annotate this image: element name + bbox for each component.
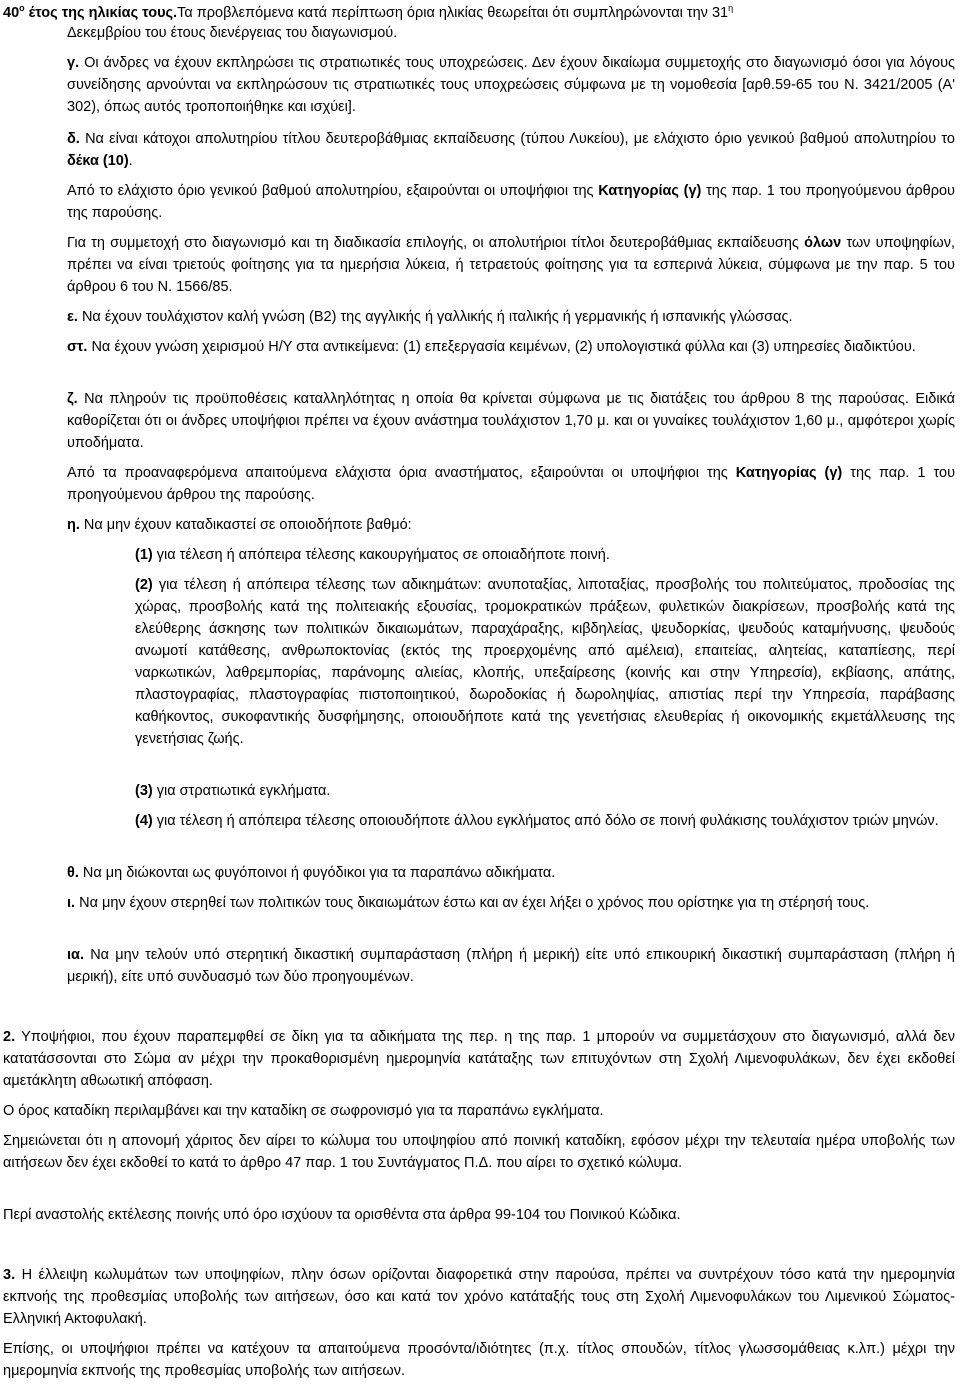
section-number-2: 2. (3, 1029, 16, 1045)
paragraph-zeta-exemption: Από τα προαναφερόμενα απαιτούμενα ελάχιστα όρια αναστήματος, εξαιρούνται οι υποψήφιοι της Κατηγορίας (γ) της παρ. 1 του προηγούμενου άρθρου της παρούσης. (67, 465, 955, 503)
item-label-theta: θ. (67, 865, 79, 881)
item-label-iota-alpha: ια. (67, 947, 84, 963)
paragraph-eta: η. Να μην έχουν καταδικαστεί σε οποιοδήποτε βαθμό: (67, 517, 412, 533)
paragraph-st: στ. Να έχουν γνώση χειρισμού Η/Υ στα αντικείμενα: (1) επεξεργασία κειμένων, (2) υπολογιστικά φύλλα και (3) υπηρεσίες διαδικτύου. (67, 339, 916, 355)
paragraph-iota: ι. Να μην έχουν στερηθεί των πολιτικών τους δικαιωμάτων έστω και αν έχει λήξει ο χρόνος που ορίστηκε για τη στέρησή τους. (67, 895, 870, 911)
paragraph-section-3: 3. Η έλλειψη κωλυμάτων των υποψηφίων, πλην όσων ορίζονται διαφορετικά στην παρούσα, πρέπει να συντρέχουν τόσο κατά την ημερομηνία εκπνοής της προθεσμίας υποβολής των αιτήσεων, όσο και κατά τον χρόνο κατάταξής τους στη Σχολή Λιμενοφυλάκων του Λιμενικού Σώματος-Ελληνική Ακτοφυλακή. (3, 1267, 955, 1327)
paragraph-delta: δ. Να είναι κάτοχοι απολυτηρίου τίτλου δευτεροβάθμιας εκπαίδευσης (τύπου Λυκείου), με ελάχιστο όριο γενικού βαθμού απολυτηρίου το δέκα (10). (67, 131, 955, 169)
item-label-st: στ. (67, 339, 88, 355)
section-number-3: 3. (3, 1267, 16, 1283)
paragraph-gamma: γ. Οι άνδρες να έχουν εκπληρώσει τις στρατιωτικές τους υποχρεώσεις. Δεν έχουν δικαίωμα συμμετοχής στο διαγωνισμό όσοι για λόγους συνείδησης αρνούνται να εκπληρώσουν τις στρατιωτικές τους υποχρεώσεις σύμφωνα με τη νομοθεσία [αρθ.59-65 του Ν. 3421/2005 (Α' 302), όπως αυτός τροποποιήθηκε και ισχύει]. (67, 55, 955, 115)
paragraph-age-limit-cont: Δεκεμβρίου του έτους διενέργειας του διαγωνισμού. (67, 25, 398, 41)
paragraph-section-2-pardon: Σημειώνεται ότι η απονομή χάριτος δεν αίρει το κώλυμα του υποψηφίου από ποινική καταδίκη, εφόσον μέχρι την τελευταία ημέρα υποβολής των αιτήσεων δεν έχει εκδοθεί το κατά το άρθρο 47 παρ. 1 του Συντάγματος Π.Δ. που αίρει το σχετικό κώλυμα. (3, 1133, 955, 1171)
paragraph-theta: θ. Να μη διώκονται ως φυγόποινοι ή φυγόδικοι για τα παραπάνω αδικήματα. (67, 865, 556, 881)
age-label: $40^o$ έτος της ηλικίας τους. (3, 3, 178, 21)
paragraph-age-limit: $40^o$ έτος της ηλικίας τους.Τα προβλεπόμενα κατά περίπτωση όρια ηλικίας θεωρείται ότι συμπληρώνονται την $31^\eta$ (3, 3, 734, 21)
item-label-delta: δ. (67, 131, 80, 147)
paragraph-epsilon: ε. Να έχουν τουλάχιστον καλή γνώση (Β2) της αγγλικής ή γαλλικής ή ιταλικής ή γερμανικής ή ισπανικής γλώσσας. (67, 309, 793, 325)
item-label-epsilon: ε. (67, 309, 78, 325)
item-label-iota: ι. (67, 895, 76, 911)
paragraph-section-3-qualifications: Επίσης, οι υποψήφιοι πρέπει να κατέχουν τα απαιτούμενα προσόντα/ιδιότητες (π.χ. τίτλος σπουδών, τίτλος γλωσσομάθειας κ.λπ.) μέχρι την ημερομηνία εκπνοής της προθεσμίας υποβολής των αιτήσεων. (3, 1341, 955, 1379)
paragraph-delta-exemption: Από το ελάχιστο όριο γενικού βαθμού απολυτηρίου, εξαιρούνται οι υποψήφιοι της Κατηγορίας (γ) της παρ. 1 του προηγούμενου άρθρου της παρούσης. (67, 183, 955, 221)
item-label-eta: η. (67, 517, 80, 533)
item-label-gamma: γ. (67, 55, 80, 71)
paragraph-section-2-conviction: Ο όρος καταδίκη περιλαμβάνει και την καταδίκη σε σωφρονισμό για τα παραπάνω εγκλήματα. (3, 1103, 604, 1119)
paragraph-iota-alpha: ια. Να μην τελούν υπό στερητική δικαστική συμπαράσταση (πλήρη ή μερική) είτε υπό επικουρική δικαστική συμπαράσταση (πλήρη ή μερική), είτε υπό συνδυασμό των δύο προηγουμένων. (67, 947, 955, 985)
paragraph-section-2: 2. Υποψήφιοι, που έχουν παραπεμφθεί σε δίκη για τα αδικήματα της περ. η της παρ. 1 μπορούν να συμμετάσχουν στο διαγωνισμό, αλλά δεν κατατάσσονται στο Σώμα αν μέχρι την προκαθορισμένη ημερομηνία κατάταξης των επιτυχόντων στη Σχολή Λιμενοφυλάκων, δεν έχει εκδοθεί αμετάκλητη αθωωτική απόφαση. (3, 1029, 955, 1089)
subitem-eta-2: (2) για τέλεση ή απόπειρα τέλεσης των αδικημάτων: ανυποταξίας, λιποταξίας, προσβολής του πολιτεύματος, προδοσίας της χώρας, προσβολής κατά της πολιτειακής εξουσίας, τρομοκρατικών πράξεων, φυλετικών διακρίσεων, προσβολής κατά της ελεύθερης άσκησης των πολιτικών δικαιωμάτων, παραχάραξης, κιβδηλείας, ψευδορκίας, ψευδούς καταμήνυσης, ψευδούς ανωμοτί κατάθεσης, ανθρωποκτονίας (εκτός της προερχομένης από αμέλεια), επαιτείας, αλητείας, καταπίεσης, περί ναρκωτικών, λαθρεμπορίας, παράνομης αλιείας, κλοπής, υπεξαίρεσης (κοινής και στην Υπηρεσία), εκβίασης, απάτης, πλαστογραφίας, πλαστογραφίας πιστοποιητικού, δωροδοκίας ή δωροληψίας, απιστίας περί την Υπηρεσία, παράβασης καθήκοντος, συκοφαντικής δυσφήμησης, οποιουδήποτε κατά της γενετήσιας ελευθερίας ή οικονομικής εκμετάλλευσης της γενετήσιας ζωής. (135, 577, 955, 747)
subitem-eta-1: (1) για τέλεση ή απόπειρα τέλεσης κακουργήματος σε οποιαδήποτε ποινή. (135, 547, 610, 563)
item-label-zeta: ζ. (67, 391, 78, 407)
subitem-eta-4: (4) για τέλεση ή απόπειρα τέλεσης οποιουδήποτε άλλου εγκλήματος από δόλο σε ποινή φυλάκισης τουλάχιστον τριών μηνών. (135, 813, 939, 829)
subitem-eta-3: (3) για στρατιωτικά εγκλήματα. (135, 783, 331, 799)
paragraph-delta-duration: Για τη συμμετοχή στο διαγωνισμό και τη διαδικασία επιλογής, οι απολυτήριοι τίτλοι δευτεροβάθμιας εκπαίδευσης όλων των υποψηφίων, πρέπει να είναι τριετούς φοίτησης για τα ημερήσια λύκεια, ή τετραετούς φοίτησης για τα εσπερινά λύκεια, σύμφωνα με την παρ. 5 του άρθρου 6 του Ν. 1566/85. (67, 235, 955, 295)
paragraph-zeta: ζ. Να πληρούν τις προϋποθέσεις καταλληλότητας η οποία θα κρίνεται σύμφωνα με τις διατάξεις του άρθρου 8 της παρούσας. Ειδικά καθορίζεται ότι οι άνδρες υποψήφιοι πρέπει να έχουν ανάστημα τουλάχιστον 1,70 μ. και οι γυναίκες τουλάχιστον 1,60 μ., αμφότεροι χωρίς υποδήματα. (67, 391, 955, 451)
paragraph-section-2-suspension: Περί αναστολής εκτέλεσης ποινής υπό όρο ισχύουν τα ορισθέντα στα άρθρα 99-104 του Ποινικού Κώδικα. (3, 1207, 681, 1223)
